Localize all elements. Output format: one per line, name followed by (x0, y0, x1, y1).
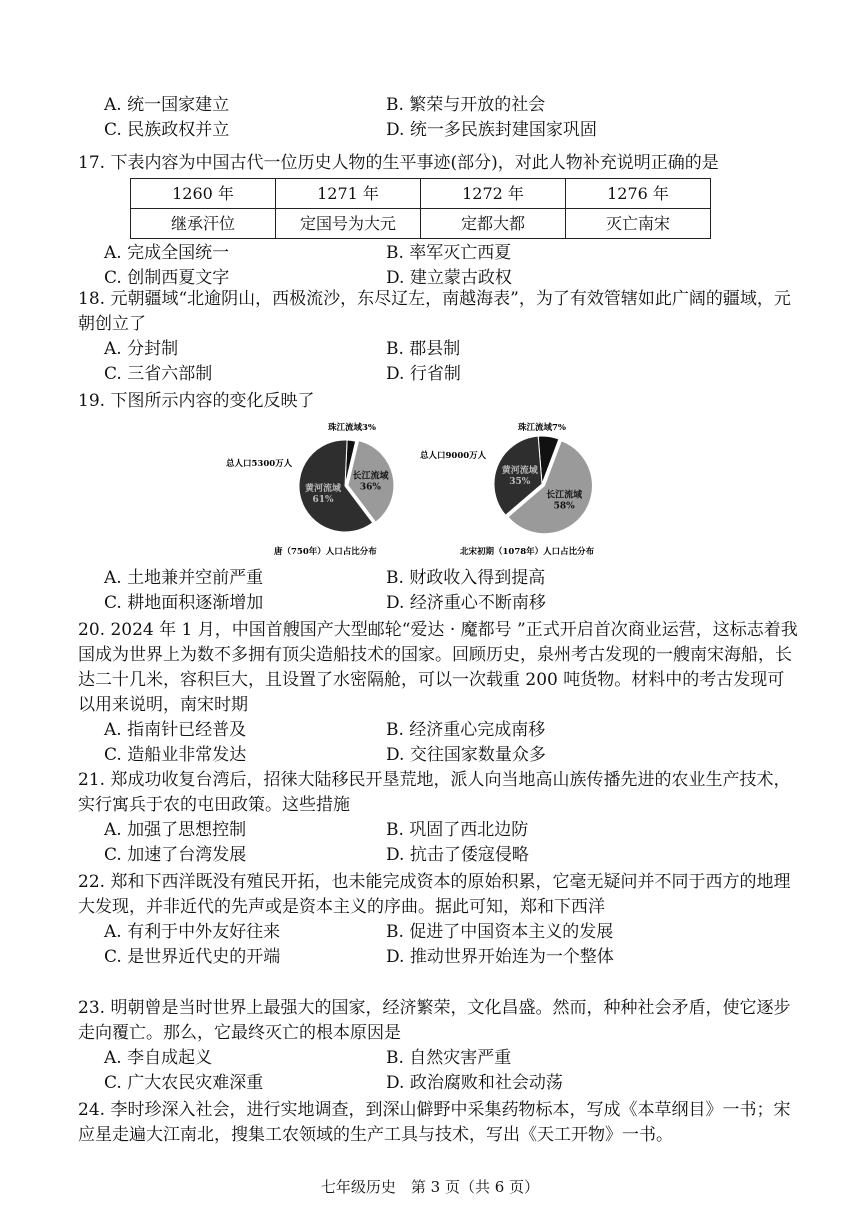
option-d[interactable]: D. 抗击了倭寇侵略 (386, 845, 529, 865)
table-row (131, 179, 711, 209)
pie-total-label: 总人口5300万人 (226, 459, 293, 469)
question-16-options (104, 93, 800, 143)
pie-slice-label: 长江流域 (352, 471, 389, 482)
question-19-options (104, 566, 800, 616)
option-a[interactable]: A. 分封制 (104, 339, 179, 359)
population-pie-charts (222, 414, 642, 562)
pie-slice-label: 黄河流域 (305, 483, 342, 494)
question-19-answers (78, 566, 800, 616)
question-17 (78, 151, 800, 291)
pie-total-label: 总人口9000万人 (420, 451, 487, 461)
pie-slice-value: 58% (553, 501, 575, 512)
question-stem: 19. 下图所示内容的变化反映了 (78, 391, 315, 411)
pie-slice-label: 珠江流域7% (518, 423, 566, 433)
option-c[interactable]: C. 是世界近代史的开端 (104, 947, 281, 967)
pie-chart-tang (299, 440, 394, 532)
question-16 (78, 93, 800, 143)
option-a[interactable]: A. 统一国家建立 (104, 95, 230, 115)
option-d[interactable]: D. 交往国家数量众多 (386, 745, 546, 765)
question-18 (78, 287, 800, 387)
option-d[interactable]: D. 建立蒙古政权 (386, 268, 512, 288)
option-a[interactable]: A. 土地兼并空前严重 (104, 568, 264, 588)
option-d[interactable]: D. 行省制 (386, 364, 461, 384)
option-c[interactable]: C. 造船业非常发达 (104, 745, 247, 765)
question-stem: 23. 明朝曾是当时世界上最强大的国家，经济繁荣，文化昌盛。然而，种种社会矛盾，使它逐步走向覆亡。那么，它最终灭亡的根本原因是 (78, 998, 791, 1043)
question-17-options (104, 241, 800, 291)
timeline-table (130, 178, 711, 239)
option-c[interactable]: C. 耕地面积逐渐增加 (104, 593, 264, 613)
option-b[interactable]: B. 自然灾害严重 (386, 1048, 512, 1068)
option-b[interactable]: B. 财政收入得到提高 (386, 568, 546, 588)
question-stem: 18. 元朝疆域“北逾阴山，西极流沙，东尽辽左，南越海表”，为了有效管辖如此广阔的疆域，元朝创立了 (78, 289, 791, 334)
pie-chart-svg (222, 414, 642, 562)
question-24 (78, 1098, 800, 1148)
table-cell-event: 灭亡南宋 (566, 209, 711, 239)
option-b[interactable]: B. 经济重心完成南移 (386, 720, 546, 740)
table-cell-year: 1272 年 (421, 179, 566, 209)
question-stem: 22. 郑和下西洋既没有殖民开拓，也未能完成资本的原始积累，它毫无疑问并不同于西方的地理大发现，并非近代的先声或是资本主义的序曲。据此可知，郑和下西洋 (78, 872, 791, 917)
option-c[interactable]: C. 广大农民灾难深重 (104, 1073, 264, 1093)
option-d[interactable]: D. 经济重心不断南移 (386, 593, 546, 613)
table-cell-event: 继承汗位 (131, 209, 276, 239)
page-footer: 七年级历史 第 3 页（共 6 页） (320, 1178, 540, 1196)
option-c[interactable]: C. 三省六部制 (104, 364, 213, 384)
option-a[interactable]: A. 完成全国统一 (104, 243, 230, 263)
pie-chart-title: 唐（750年）人口占比分布 (274, 547, 377, 557)
option-b[interactable]: B. 繁荣与开放的社会 (386, 95, 546, 115)
question-19 (78, 389, 800, 414)
option-c[interactable]: C. 加速了台湾发展 (104, 845, 247, 865)
option-b[interactable]: B. 率军灭亡西夏 (386, 243, 512, 263)
option-a[interactable]: A. 李自成起义 (104, 1048, 213, 1068)
table-cell-year: 1276 年 (566, 179, 711, 209)
question-stem: 20. 2024 年 1 月，中国首艘国产大型邮轮“爱达 · 魔都号 ”正式开启首次商业运营，这标志着我国成为世界上为数不多拥有顶尖造船技术的国家。回顾历史，泉州考古发现的一艘南宋海船，长达二十几米，容积巨大，且设置了水密隔舱，可以一次载重 200 吨货物。材料中的考古发现可以用来说明，南宋时期 (78, 620, 798, 715)
pie-slice-value: 36% (359, 482, 381, 493)
option-c[interactable]: C. 创制西夏文字 (104, 268, 230, 288)
table-row (131, 209, 711, 239)
option-d[interactable]: D. 统一多民族封建国家巩固 (386, 120, 597, 140)
question-23 (78, 996, 800, 1096)
option-d[interactable]: D. 推动世界开始连为一个整体 (386, 947, 614, 967)
question-21-options (104, 818, 800, 868)
question-22 (78, 870, 800, 970)
question-21 (78, 768, 800, 868)
question-18-options (104, 337, 800, 387)
option-b[interactable]: B. 促进了中国资本主义的发展 (386, 922, 614, 942)
option-b[interactable]: B. 郡县制 (386, 339, 461, 359)
pie-slice-label: 长江流域 (546, 490, 583, 501)
option-a[interactable]: A. 指南针已经普及 (104, 720, 247, 740)
question-stem: 21. 郑成功收复台湾后，招徕大陆移民开垦荒地，派人向当地高山族传播先进的农业生产技术，实行寓兵于农的屯田政策。这些措施 (78, 770, 791, 815)
question-20 (78, 618, 800, 768)
pie-slice-value: 61% (312, 494, 334, 505)
pie-slice-label: 珠江流域3% (328, 423, 376, 433)
table-cell-event: 定国号为大元 (276, 209, 421, 239)
option-c[interactable]: C. 民族政权并立 (104, 120, 230, 140)
question-23-options (104, 1046, 800, 1096)
question-22-options (104, 920, 800, 970)
option-d[interactable]: D. 政治腐败和社会动荡 (386, 1073, 563, 1093)
pie-slice-value: 35% (509, 476, 531, 487)
option-a[interactable]: A. 加强了思想控制 (104, 820, 247, 840)
question-stem: 24. 李时珍深入社会，进行实地调查，到深山僻野中采集药物标本，写成《本草纲目》一书；宋应星走遍大江南北，搜集工农领域的生产工具与技术，写出《天工开物》一书。 (78, 1100, 791, 1145)
table-cell-year: 1260 年 (131, 179, 276, 209)
question-stem: 17. 下表内容为中国古代一位历史人物的生平事迹(部分)，对此人物补充说明正确的是 (78, 153, 719, 173)
pie-chart-northern-song (494, 436, 592, 534)
option-a[interactable]: A. 有利于中外友好往来 (104, 922, 281, 942)
question-20-options (104, 718, 800, 768)
table-cell-event: 定都大都 (421, 209, 566, 239)
option-b[interactable]: B. 巩固了西北边防 (386, 820, 529, 840)
table-cell-year: 1271 年 (276, 179, 421, 209)
pie-slice-label: 黄河流域 (501, 465, 538, 476)
pie-chart-title: 北宋初期（1078年）人口占比分布 (460, 547, 595, 557)
